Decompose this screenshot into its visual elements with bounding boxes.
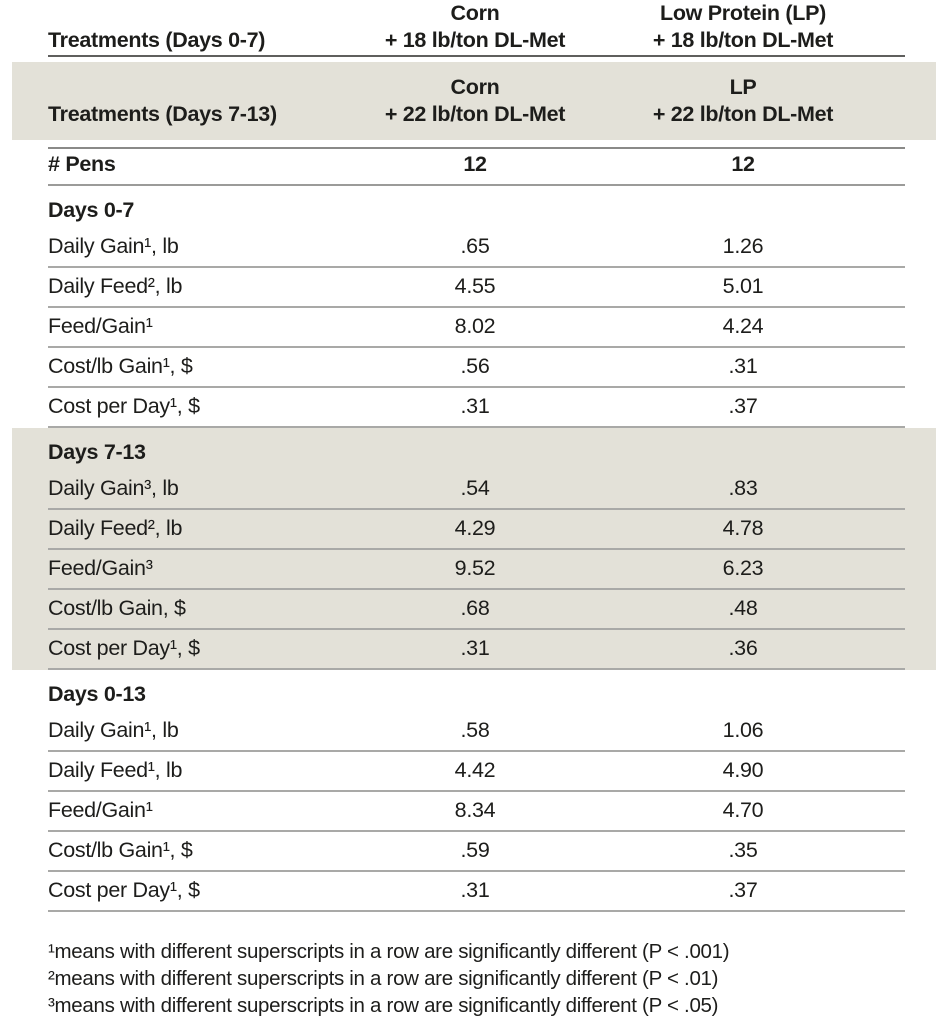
corn-value: .65 [460,234,490,259]
lp-value: 1.26 [722,234,764,259]
lp-value: 4.90 [722,758,764,783]
lp-18-column-header [610,0,876,54]
footnote-line: ³means with different superscripts in a row are significantly different (P < .05) [48,994,719,1017]
pens-row [48,149,905,186]
row-label: Cost/lb Gain¹, $ [48,838,193,863]
corn-value: .56 [460,354,490,379]
corn-22-column-header [340,74,610,128]
corn-value: 8.34 [454,798,496,823]
corn-22-line2: + 22 lb/ton DL-Met [384,102,566,127]
lp-value: 4.24 [722,314,764,339]
pens-corn-value: 12 [463,152,487,177]
row-label: Daily Gain¹, lb [48,234,179,259]
treatments-days-0-7-label: Treatments (Days 0-7) [48,27,266,52]
table-row [48,268,905,308]
lp-22-line2: + 22 lb/ton DL-Met [652,102,834,127]
section-title: Days 7-13 [48,440,146,465]
corn-value: .31 [460,394,490,419]
row-label: Daily Gain³, lb [48,476,179,501]
table-section [12,428,936,670]
table-row [48,470,905,510]
row-label: Daily Feed¹, lb [48,758,183,783]
table-row [48,510,905,550]
row-label: Feed/Gain¹ [48,314,153,339]
table-row [48,752,905,792]
lp-value: .35 [728,838,758,863]
lp-value: .83 [728,476,758,501]
corn-value: 4.42 [454,758,496,783]
lp-value: 6.23 [722,556,764,581]
row-label: Feed/Gain¹ [48,798,153,823]
table-row [48,712,905,752]
pens-label: # Pens [48,152,116,177]
table-section [48,670,905,912]
row-label: Daily Gain¹, lb [48,718,179,743]
row-label: Feed/Gain³ [48,556,153,581]
lp-18-line2: + 18 lb/ton DL-Met [652,27,834,52]
pens-lp-value: 12 [731,152,755,177]
footnotes [48,938,905,1019]
table-row [48,792,905,832]
lp-value: .37 [728,878,758,903]
lp-22-line1: LP [729,75,757,100]
row-label: Cost/lb Gain, $ [48,596,186,621]
lp-value: 5.01 [722,274,764,299]
corn-22-line1: Corn [450,75,500,100]
header-row-days-7-13 [12,62,936,140]
corn-value: .31 [460,636,490,661]
corn-value: 4.29 [454,516,496,541]
lp-18-line1: Low Protein (LP) [660,1,826,25]
row-label: Daily Feed², lb [48,516,183,541]
table-row [48,872,905,912]
lp-value: .37 [728,394,758,419]
table-row [48,590,905,630]
table-row [48,550,905,590]
row-label: Cost per Day¹, $ [48,394,200,419]
corn-value: .58 [460,718,490,743]
table-row [48,348,905,388]
treatments-days-7-13-label: Treatments (Days 7-13) [48,102,277,127]
corn-value: 4.55 [454,274,496,299]
corn-value: 8.02 [454,314,496,339]
table-row [48,630,905,670]
corn-value: 9.52 [454,556,496,581]
lp-value: .48 [728,596,758,621]
section-title: Days 0-13 [48,682,146,707]
lp-value: 1.06 [722,718,764,743]
table-sections [48,186,905,912]
row-label: Cost per Day¹, $ [48,878,200,903]
lp-22-column-header [610,74,876,128]
corn-value: .68 [460,596,490,621]
footnote-line: ¹means with different superscripts in a row are significantly different (P < .001) [48,940,730,963]
lp-value: .31 [728,354,758,379]
corn-value: .59 [460,838,490,863]
corn-value: .31 [460,878,490,903]
row-label: Daily Feed², lb [48,274,183,299]
footnote-line: ²means with different superscripts in a row are significantly different (P < .01) [48,967,719,990]
corn-18-line2: + 18 lb/ton DL-Met [384,27,566,52]
table-row [48,832,905,872]
lp-value: 4.70 [722,798,764,823]
table-row [48,388,905,428]
table-row [48,308,905,348]
table-row [48,228,905,268]
row-label: Cost per Day¹, $ [48,636,200,661]
section-title: Days 0-7 [48,198,135,223]
corn-value: .54 [460,476,490,501]
table-section [48,186,905,428]
row-label: Cost/lb Gain¹, $ [48,354,193,379]
lp-value: 4.78 [722,516,764,541]
corn-18-column-header [340,0,610,54]
header-row-days-0-7 [48,0,905,57]
lp-value: .36 [728,636,758,661]
corn-18-line1: Corn [450,1,500,25]
